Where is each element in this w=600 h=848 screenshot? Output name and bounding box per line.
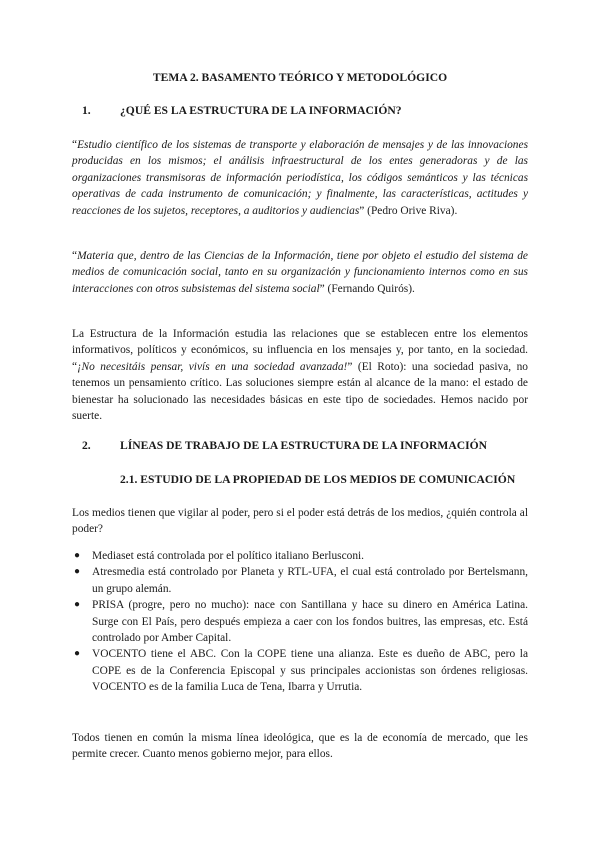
quote-quiros-text: Materia que, dentro de las Ciencias de la Información, tiene por objeto el estudio del sistema de medios de comunicación social, tanto en su organización y funcionamiento internos como en sus interacciones con otros subsistemas del sistema social [72,250,528,295]
paragraph-estructura [72,326,528,424]
quote-quiros [72,248,528,297]
list-item [72,564,528,597]
quote-quiros-author: (Fernando Quirós). [327,282,415,295]
section-1-heading: ¿QUÉ ES LA ESTRUCTURA DE LA INFORMACIÓN? [120,104,402,117]
section-1-number: 1. [82,104,91,117]
bullet-icon: ● [74,566,81,578]
section-2-number: 2. [82,439,91,452]
list-item [72,597,528,646]
list-item-text: Atresmedia está controlado por Planeta y RTL-UFA, el cual está controlado por Bertelsmann, un grupo alemán. [92,566,528,595]
list-item-text: Mediaset está controlada por el político italiano Berlusconi. [92,550,365,562]
para1-before: La Estructura de la Información estudia las relaciones que se establecen entre los elementos informativos, políticos y económicos, su influencia en los mensajes y, por tanto, en la sociedad. “ [72,328,528,373]
quote-orive [72,137,528,219]
media-owners-list [72,548,528,696]
quote-open: “ [72,139,78,151]
paragraph-vigilar-poder: Los medios tienen que vigilar al poder, pero si el poder está detrás de los medios, ¿quién controla al poder? [72,507,528,536]
quote-close: ” [359,204,365,217]
list-item-text: PRISA (progre, pero no mucho): nace con Santillana y hace su dinero en América Latina. Surge con El País, pero después empieza a caer con los fondos buitres, las empresas, etc. Está controlado por Amber Capital. [92,599,528,645]
el-roto-quote: ¡No necesitáis pensar, vivís en una sociedad avanzada! [77,360,348,373]
bullet-icon: ● [74,599,81,611]
subsection-2-1-heading: 2.1. ESTUDIO DE LA PROPIEDAD DE LOS MEDIOS DE COMUNICACIÓN [120,473,516,486]
quote-close: ” [319,282,325,295]
bullet-icon: ● [74,550,81,561]
page-title: TEMA 2. BASAMENTO TEÓRICO Y METODOLÓGICO [152,71,448,84]
list-item-text: VOCENTO tiene el ABC. Con la COPE tiene una alianza. Este es dueño de ABC, pero la COPE es de la Conferencia Episcopal y sus principales accionistas son órdenes religiosas. VOCENTO es de la familia Luca de Tena, Ibarra y Urrutia. [92,648,528,694]
list-item [72,548,528,564]
bullet-icon: ● [74,648,81,660]
para1-after: ” (El Roto): una sociedad pasiva, no tenemos un pensamiento crítico. Las soluciones siempre están al alcance de la mano: el estado de bienestar ha solucionado las necesidades básicas en este tipo de sociedades. Hemos nacido por suerte. [72,360,528,423]
quote-open: “ [72,250,78,262]
list-item [72,646,528,695]
paragraph-linea-ideologica: Todos tienen en común la misma línea ideológica, que es la de economía de mercado, que les permite crecer. Cuanto menos gobierno mejor, para ellos. [72,732,528,761]
quote-orive-text: Estudio científico de los sistemas de transporte y elaboración de mensajes y de las innovaciones producidas en los mismos; el análisis infraestructural de los entes generadoras y de las organizaciones transmisoras de información periodística, los códigos semánticos y las técnicas operativas de cada instrumento de comunicación; y finalmente, las características, actitudes y reacciones de los sujetos, receptores, a auditorios y audiencias [72,139,528,217]
quote-orive-author: (Pedro Orive Riva). [367,204,458,217]
section-2-heading: LÍNEAS DE TRABAJO DE LA ESTRUCTURA DE LA INFORMACIÓN [120,439,487,452]
